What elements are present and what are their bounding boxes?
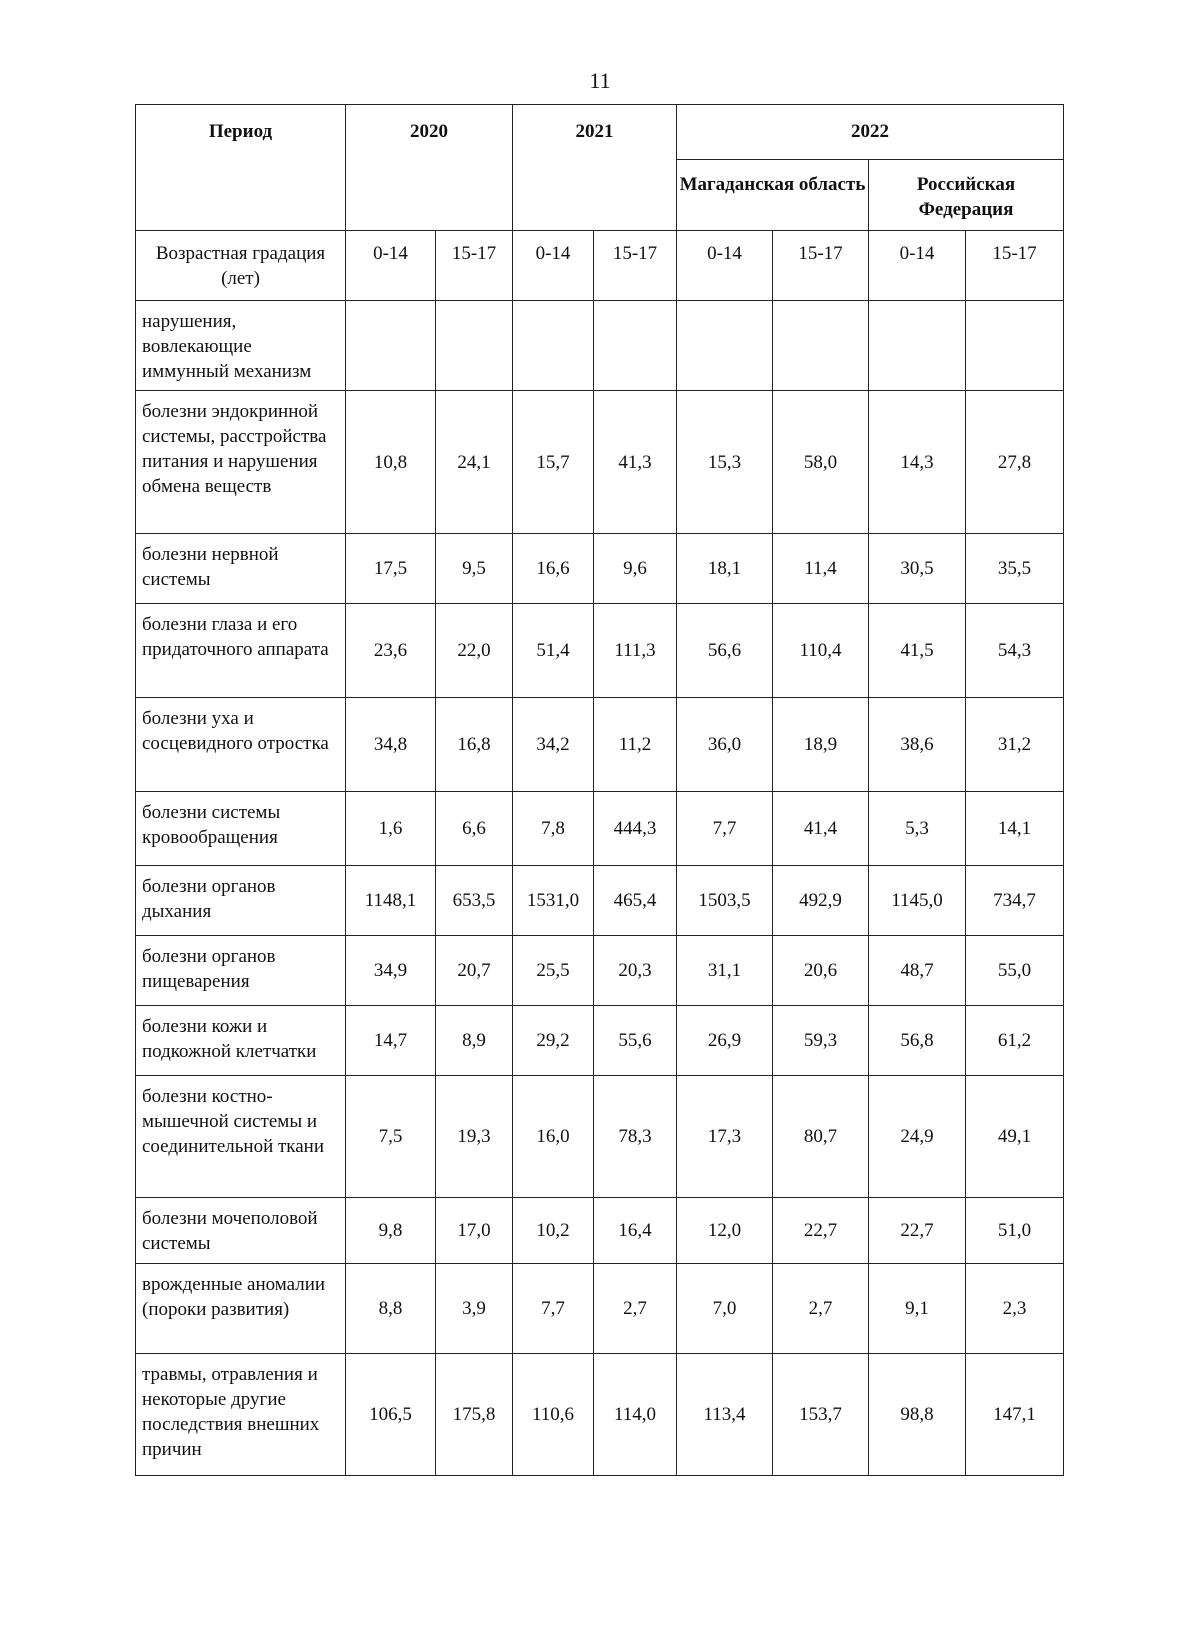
table-row (136, 698, 1064, 792)
value-cell: 653,5 (436, 866, 513, 936)
value-cell: 12,0 (677, 1198, 773, 1264)
value-cell: 41,3 (594, 391, 677, 534)
value-cell: 34,2 (513, 698, 594, 792)
value-cell: 11,2 (594, 698, 677, 792)
value-cell: 27,8 (966, 391, 1064, 534)
value-cell: 23,6 (346, 604, 436, 698)
value-cell: 20,7 (436, 936, 513, 1006)
value-cell: 16,6 (513, 534, 594, 604)
value-cell: 11,4 (773, 534, 869, 604)
region-magadan-header: Магаданская область (677, 160, 869, 231)
value-cell: 9,1 (869, 1264, 966, 1354)
value-cell: 1503,5 (677, 866, 773, 936)
table-row (136, 1198, 1064, 1264)
value-cell: 9,5 (436, 534, 513, 604)
value-cell: 1148,1 (346, 866, 436, 936)
disease-label: болезни глаза и его придаточного аппарата (136, 604, 346, 698)
value-cell: 34,9 (346, 936, 436, 1006)
year-2021-header: 2021 (513, 105, 677, 231)
year-2022-header: 2022 (677, 105, 1064, 160)
value-cell: 35,5 (966, 534, 1064, 604)
value-cell: 9,6 (594, 534, 677, 604)
value-cell: 8,9 (436, 1006, 513, 1076)
age-group-cell: 0-14 (869, 231, 966, 301)
value-cell: 31,2 (966, 698, 1064, 792)
value-cell: 444,3 (594, 792, 677, 866)
age-group-cell: 15-17 (773, 231, 869, 301)
value-cell: 2,7 (594, 1264, 677, 1354)
age-group-cell: 15-17 (594, 231, 677, 301)
value-cell: 58,0 (773, 391, 869, 534)
value-cell: 14,7 (346, 1006, 436, 1076)
disease-label: болезни костно-мышечной системы и соединительной ткани (136, 1076, 346, 1198)
morbidity-table (135, 104, 1064, 1476)
value-cell: 36,0 (677, 698, 773, 792)
value-cell: 24,9 (869, 1076, 966, 1198)
value-cell: 113,4 (677, 1354, 773, 1476)
value-cell: 9,8 (346, 1198, 436, 1264)
value-cell: 51,4 (513, 604, 594, 698)
value-cell: 49,1 (966, 1076, 1064, 1198)
value-cell: 59,3 (773, 1006, 869, 1076)
value-cell: 8,8 (346, 1264, 436, 1354)
value-cell: 26,9 (677, 1006, 773, 1076)
table-row (136, 1076, 1064, 1198)
age-gradation-row (136, 231, 1064, 301)
table-row (136, 1354, 1064, 1476)
header-row-years (136, 105, 1064, 160)
value-cell: 22,0 (436, 604, 513, 698)
value-cell: 56,8 (869, 1006, 966, 1076)
value-cell: 24,1 (436, 391, 513, 534)
value-cell (869, 301, 966, 391)
disease-label: врожденные аномалии (пороки развития) (136, 1264, 346, 1354)
value-cell: 3,9 (436, 1264, 513, 1354)
value-cell: 153,7 (773, 1354, 869, 1476)
value-cell: 492,9 (773, 866, 869, 936)
value-cell: 20,6 (773, 936, 869, 1006)
value-cell: 10,2 (513, 1198, 594, 1264)
value-cell: 16,4 (594, 1198, 677, 1264)
value-cell: 15,7 (513, 391, 594, 534)
value-cell: 16,0 (513, 1076, 594, 1198)
age-group-cell: 0-14 (346, 231, 436, 301)
value-cell: 7,8 (513, 792, 594, 866)
age-gradation-label: Возрастная градация (лет) (136, 231, 346, 301)
value-cell: 61,2 (966, 1006, 1064, 1076)
disease-label: болезни органов дыхания (136, 866, 346, 936)
value-cell: 14,3 (869, 391, 966, 534)
value-cell (773, 301, 869, 391)
value-cell: 18,9 (773, 698, 869, 792)
value-cell: 78,3 (594, 1076, 677, 1198)
table-row (136, 534, 1064, 604)
value-cell (966, 301, 1064, 391)
value-cell: 22,7 (773, 1198, 869, 1264)
value-cell: 54,3 (966, 604, 1064, 698)
value-cell: 1,6 (346, 792, 436, 866)
table-row (136, 1264, 1064, 1354)
value-cell: 111,3 (594, 604, 677, 698)
page-number: 11 (589, 68, 611, 93)
value-cell (346, 301, 436, 391)
value-cell: 41,5 (869, 604, 966, 698)
value-cell: 114,0 (594, 1354, 677, 1476)
disease-label: нарушения, вовлекающие иммунный механизм (136, 301, 346, 391)
value-cell: 18,1 (677, 534, 773, 604)
value-cell: 25,5 (513, 936, 594, 1006)
value-cell: 7,0 (677, 1264, 773, 1354)
value-cell: 31,1 (677, 936, 773, 1006)
value-cell: 17,5 (346, 534, 436, 604)
disease-label: болезни эндокринной системы, расстройства питания и нарушения обмена веществ (136, 391, 346, 534)
value-cell: 56,6 (677, 604, 773, 698)
disease-label: болезни органов пищеварения (136, 936, 346, 1006)
value-cell: 7,7 (513, 1264, 594, 1354)
value-cell: 22,7 (869, 1198, 966, 1264)
value-cell: 10,8 (346, 391, 436, 534)
year-2020-header: 2020 (346, 105, 513, 231)
value-cell: 2,7 (773, 1264, 869, 1354)
value-cell: 41,4 (773, 792, 869, 866)
value-cell: 106,5 (346, 1354, 436, 1476)
value-cell: 55,0 (966, 936, 1064, 1006)
age-group-cell: 0-14 (513, 231, 594, 301)
age-group-cell: 0-14 (677, 231, 773, 301)
value-cell: 6,6 (436, 792, 513, 866)
value-cell: 48,7 (869, 936, 966, 1006)
value-cell: 175,8 (436, 1354, 513, 1476)
value-cell: 5,3 (869, 792, 966, 866)
value-cell: 147,1 (966, 1354, 1064, 1476)
value-cell: 34,8 (346, 698, 436, 792)
value-cell: 1531,0 (513, 866, 594, 936)
region-russia-header: Российская Федерация (869, 160, 1064, 231)
disease-label: травмы, отравления и некоторые другие последствия внешних причин (136, 1354, 346, 1476)
age-group-cell: 15-17 (436, 231, 513, 301)
value-cell: 98,8 (869, 1354, 966, 1476)
value-cell: 20,3 (594, 936, 677, 1006)
value-cell: 110,6 (513, 1354, 594, 1476)
value-cell: 30,5 (869, 534, 966, 604)
disease-label: болезни кожи и подкожной клетчатки (136, 1006, 346, 1076)
disease-label: болезни уха и сосцевидного отростка (136, 698, 346, 792)
disease-label: болезни мочеполовой системы (136, 1198, 346, 1264)
value-cell: 17,0 (436, 1198, 513, 1264)
value-cell: 17,3 (677, 1076, 773, 1198)
value-cell: 55,6 (594, 1006, 677, 1076)
value-cell (677, 301, 773, 391)
value-cell (594, 301, 677, 391)
value-cell (513, 301, 594, 391)
disease-label: болезни нервной системы (136, 534, 346, 604)
disease-label: болезни системы кровообращения (136, 792, 346, 866)
value-cell: 465,4 (594, 866, 677, 936)
period-header: Период (136, 105, 346, 231)
value-cell: 110,4 (773, 604, 869, 698)
value-cell: 7,7 (677, 792, 773, 866)
value-cell: 51,0 (966, 1198, 1064, 1264)
value-cell (436, 301, 513, 391)
table-row (136, 301, 1064, 391)
value-cell: 38,6 (869, 698, 966, 792)
value-cell: 734,7 (966, 866, 1064, 936)
table-row (136, 604, 1064, 698)
table-row (136, 1006, 1064, 1076)
value-cell: 2,3 (966, 1264, 1064, 1354)
table-row (136, 866, 1064, 936)
value-cell: 80,7 (773, 1076, 869, 1198)
value-cell: 15,3 (677, 391, 773, 534)
value-cell: 16,8 (436, 698, 513, 792)
value-cell: 7,5 (346, 1076, 436, 1198)
age-group-cell: 15-17 (966, 231, 1064, 301)
value-cell: 1145,0 (869, 866, 966, 936)
value-cell: 14,1 (966, 792, 1064, 866)
table-body (136, 105, 1064, 1476)
value-cell: 29,2 (513, 1006, 594, 1076)
table-row (136, 391, 1064, 534)
table-row (136, 936, 1064, 1006)
table-row (136, 792, 1064, 866)
value-cell: 19,3 (436, 1076, 513, 1198)
